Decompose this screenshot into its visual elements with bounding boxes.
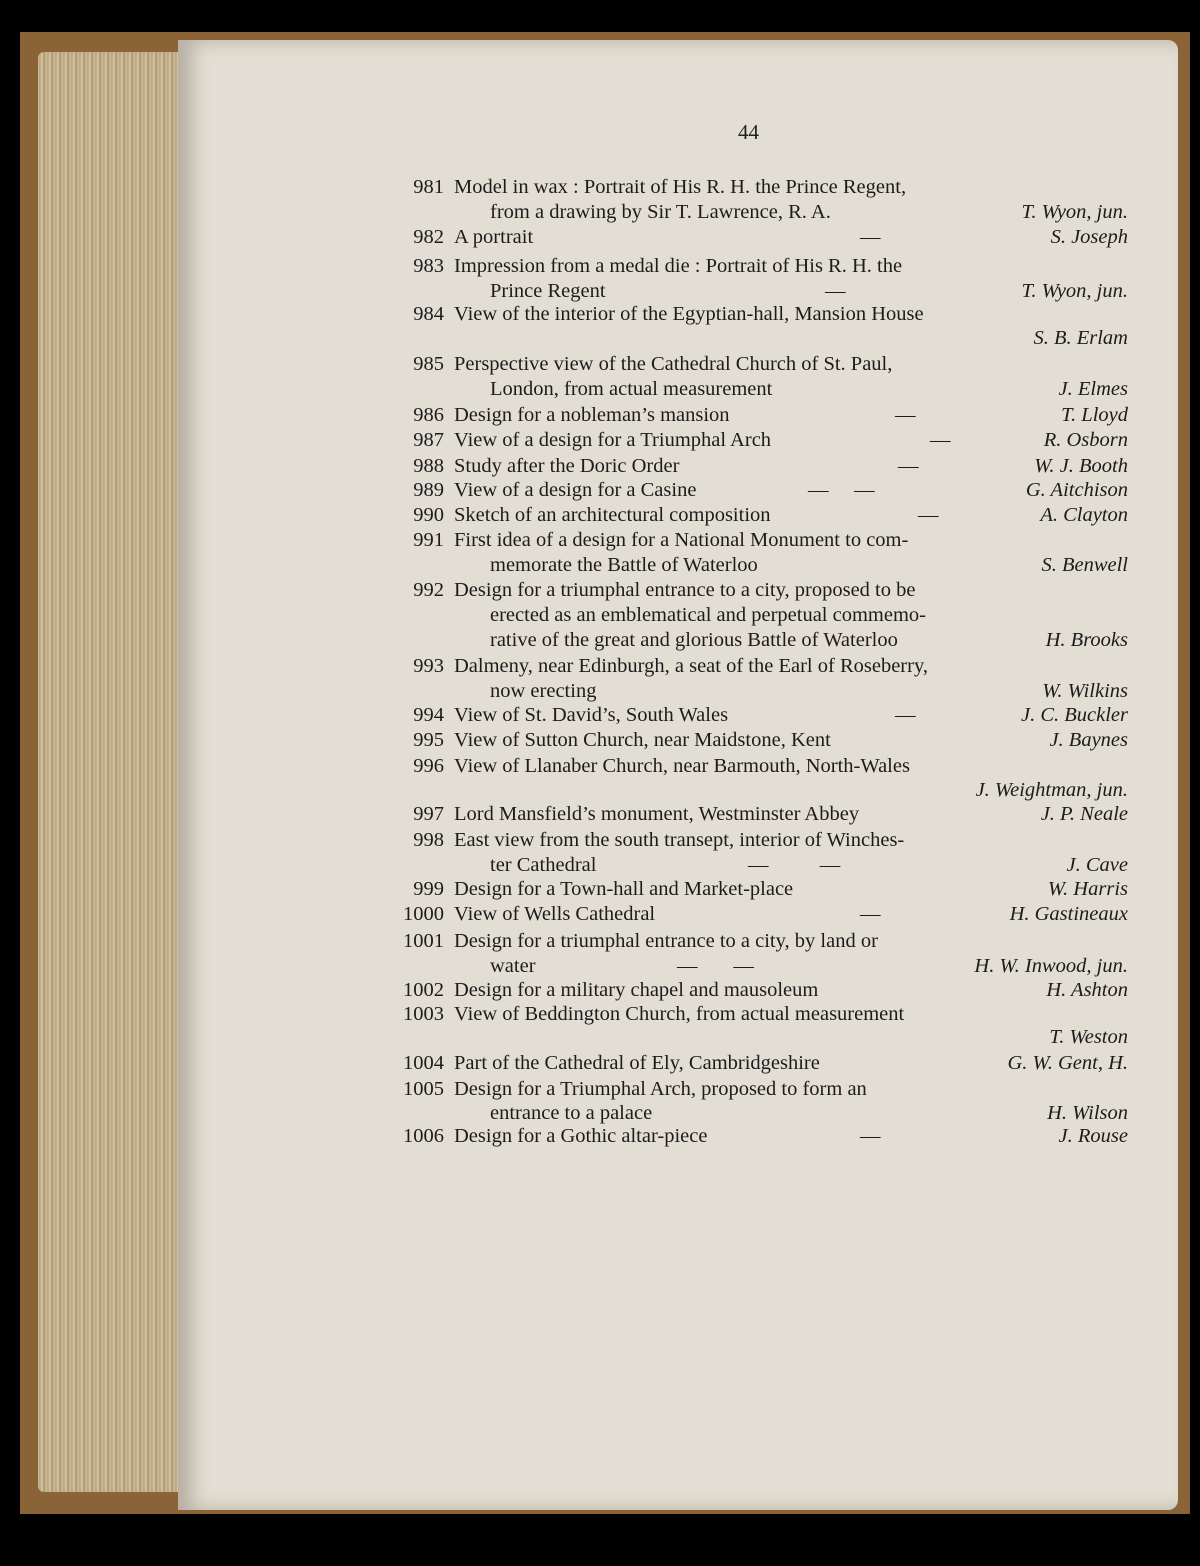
entry-line	[0, 428, 1200, 452]
entry-line	[0, 254, 1200, 278]
entry-number: 997	[413, 803, 444, 825]
entry-number: 985	[413, 353, 444, 375]
entry-line	[0, 279, 1200, 303]
entry-line	[0, 778, 1200, 802]
entry-line	[0, 728, 1200, 752]
page-number: 44	[738, 120, 759, 144]
dash-separator: — —	[808, 479, 875, 501]
entry-line	[0, 553, 1200, 577]
entry-number: 981	[413, 176, 444, 198]
entry-number: 1002	[403, 979, 444, 1001]
entry-line	[0, 828, 1200, 852]
artist-name: J. Weightman, jun.	[975, 779, 1128, 801]
entry-title: Impression from a medal die : Portrait of His R. H. the	[454, 255, 903, 277]
entry-number: 995	[413, 729, 444, 751]
artist-name: W. Wilkins	[1042, 680, 1128, 702]
entry-number: 994	[413, 704, 444, 726]
artist-name: A. Clayton	[1040, 504, 1128, 526]
artist-name: J. Baynes	[1049, 729, 1128, 751]
entry-title: Part of the Cathedral of Ely, Cambridgeshire	[454, 1052, 820, 1074]
entry-title: Study after the Doric Order	[454, 455, 680, 477]
artist-name: T. Wyon, jun.	[1021, 280, 1128, 302]
entry-title: Prince Regent	[490, 280, 606, 302]
entry-title: Lord Mansfield’s monument, Westminster Abbey	[454, 803, 860, 825]
entry-title: Design for a Gothic altar-piece	[454, 1125, 708, 1147]
entry-number: 989	[413, 479, 444, 501]
artist-name: J. Cave	[1066, 854, 1128, 876]
entry-title: View of Beddington Church, from actual measurement	[454, 1003, 905, 1025]
entry-number: 1001	[403, 930, 444, 952]
entry-title: Design for a triumphal entrance to a city, proposed to be	[454, 579, 916, 601]
entry-line	[0, 326, 1200, 350]
dash-separator: —	[930, 429, 951, 451]
artist-name: H. W. Inwood, jun.	[974, 955, 1128, 977]
entry-number: 990	[413, 504, 444, 526]
entry-line	[0, 403, 1200, 427]
artist-name: G. W. Gent, H.	[1007, 1052, 1128, 1074]
entry-title: Design for a Triumphal Arch, proposed to form an	[454, 1078, 867, 1100]
entry-line	[0, 225, 1200, 249]
entry-title: London, from actual measurement	[490, 378, 773, 400]
dash-separator: —	[918, 504, 939, 526]
entry-title: View of a design for a Triumphal Arch	[454, 429, 772, 451]
entry-number: 996	[413, 755, 444, 777]
entry-title: Design for a nobleman’s mansion	[454, 404, 730, 426]
entry-title: Perspective view of the Cathedral Church of St. Paul,	[454, 353, 893, 375]
dash-separator: —	[895, 404, 916, 426]
entry-number: 991	[413, 529, 444, 551]
entry-line	[0, 578, 1200, 602]
entry-line	[0, 1077, 1200, 1101]
artist-name: W. J. Booth	[1034, 455, 1128, 477]
entry-number: 987	[413, 429, 444, 451]
artist-name: H. Ashton	[1046, 979, 1128, 1001]
dash-separator: —	[860, 1125, 881, 1147]
entry-title: Design for a triumphal entrance to a city, by land or	[454, 930, 878, 952]
entry-title: View of Sutton Church, near Maidstone, Kent	[454, 729, 831, 751]
entry-line	[0, 603, 1200, 627]
entry-title: ter Cathedral	[490, 854, 597, 876]
entry-line	[0, 377, 1200, 401]
entry-number: 998	[413, 829, 444, 851]
entry-title: memorate the Battle of Waterloo	[490, 554, 758, 576]
entry-line	[0, 1124, 1200, 1148]
artist-name: S. Benwell	[1041, 554, 1128, 576]
entry-line	[0, 654, 1200, 678]
entry-line	[0, 902, 1200, 926]
entry-line	[0, 528, 1200, 552]
entry-line	[0, 628, 1200, 652]
artist-name: J. Elmes	[1058, 378, 1128, 400]
entry-line	[0, 503, 1200, 527]
entry-number: 1000	[403, 903, 444, 925]
entry-title: First idea of a design for a National Monument to com-	[454, 529, 909, 551]
dash-separator: —	[898, 455, 919, 477]
entry-line	[0, 754, 1200, 778]
dash-separator: — —	[748, 854, 841, 876]
entry-line	[0, 978, 1200, 1002]
artist-name: T. Wyon, jun.	[1021, 201, 1128, 223]
entry-line	[0, 703, 1200, 727]
entry-line	[0, 1101, 1200, 1125]
artist-name: T. Lloyd	[1061, 404, 1128, 426]
entry-title: View of a design for a Casine	[454, 479, 697, 501]
entry-title: East view from the south transept, interior of Winches-	[454, 829, 905, 851]
entry-title: View of Wells Cathedral	[454, 903, 656, 925]
dash-separator: — —	[677, 955, 754, 977]
artist-name: S. B. Erlam	[1033, 327, 1128, 349]
artist-name: W. Harris	[1047, 878, 1128, 900]
entry-number: 1004	[403, 1052, 444, 1074]
entry-number: 984	[413, 303, 444, 325]
entry-number: 999	[413, 878, 444, 900]
entry-title: now erecting	[490, 680, 597, 702]
entry-number: 983	[413, 255, 444, 277]
entry-title: Model in wax : Portrait of His R. H. the Prince Regent,	[454, 176, 907, 198]
entry-title: View of the interior of the Egyptian-hall, Mansion House	[454, 303, 924, 325]
artist-name: H. Brooks	[1045, 629, 1128, 651]
entry-title: entrance to a palace	[490, 1102, 653, 1124]
entry-line	[0, 1051, 1200, 1075]
entry-line	[0, 454, 1200, 478]
artist-name: R. Osborn	[1043, 429, 1128, 451]
entry-title: from a drawing by Sir T. Lawrence, R. A.	[490, 201, 831, 223]
dash-separator: —	[860, 226, 881, 248]
entry-title: Design for a Town-hall and Market-place	[454, 878, 794, 900]
entry-number: 993	[413, 655, 444, 677]
entry-line	[0, 175, 1200, 199]
artist-name: J. P. Neale	[1040, 803, 1128, 825]
entry-line	[0, 929, 1200, 953]
entry-title: rative of the great and glorious Battle of Waterloo	[490, 629, 898, 651]
entry-title: erected as an emblematical and perpetual commemo-	[490, 604, 926, 626]
entry-title: View of Llanaber Church, near Barmouth, North-Wales	[454, 755, 910, 777]
entry-title: Sketch of an architectural composition	[454, 504, 771, 526]
dash-separator: —	[825, 280, 846, 302]
entry-line	[0, 478, 1200, 502]
entry-number: 1003	[403, 1003, 444, 1025]
entry-number: 986	[413, 404, 444, 426]
artist-name: J. C. Buckler	[1020, 704, 1128, 726]
entry-line	[0, 1025, 1200, 1049]
artist-name: H. Gastineaux	[1009, 903, 1128, 925]
entry-title: Design for a military chapel and mausoleum	[454, 979, 819, 1001]
entry-number: 1005	[403, 1078, 444, 1100]
dash-separator: —	[895, 704, 916, 726]
artist-name: G. Aitchison	[1025, 479, 1128, 501]
artist-name: H. Wilson	[1047, 1102, 1128, 1124]
artist-name: T. Weston	[1049, 1026, 1128, 1048]
entry-title: Dalmeny, near Edinburgh, a seat of the Earl of Roseberry,	[454, 655, 928, 677]
entry-number: 1006	[403, 1125, 444, 1147]
entry-line	[0, 200, 1200, 224]
entry-line	[0, 853, 1200, 877]
entry-line	[0, 679, 1200, 703]
entry-number: 982	[413, 226, 444, 248]
entry-line	[0, 877, 1200, 901]
artist-name: S. Joseph	[1050, 226, 1128, 248]
entry-title: View of St. David’s, South Wales	[454, 704, 729, 726]
entry-title: water	[490, 955, 536, 977]
entry-line	[0, 1002, 1200, 1026]
entry-line	[0, 802, 1200, 826]
entry-title: A portrait	[454, 226, 534, 248]
entry-number: 992	[413, 579, 444, 601]
entry-line	[0, 352, 1200, 376]
entry-line	[0, 954, 1200, 978]
dash-separator: —	[860, 903, 881, 925]
entry-number: 988	[413, 455, 444, 477]
entry-line	[0, 302, 1200, 326]
artist-name: J. Rouse	[1058, 1125, 1128, 1147]
